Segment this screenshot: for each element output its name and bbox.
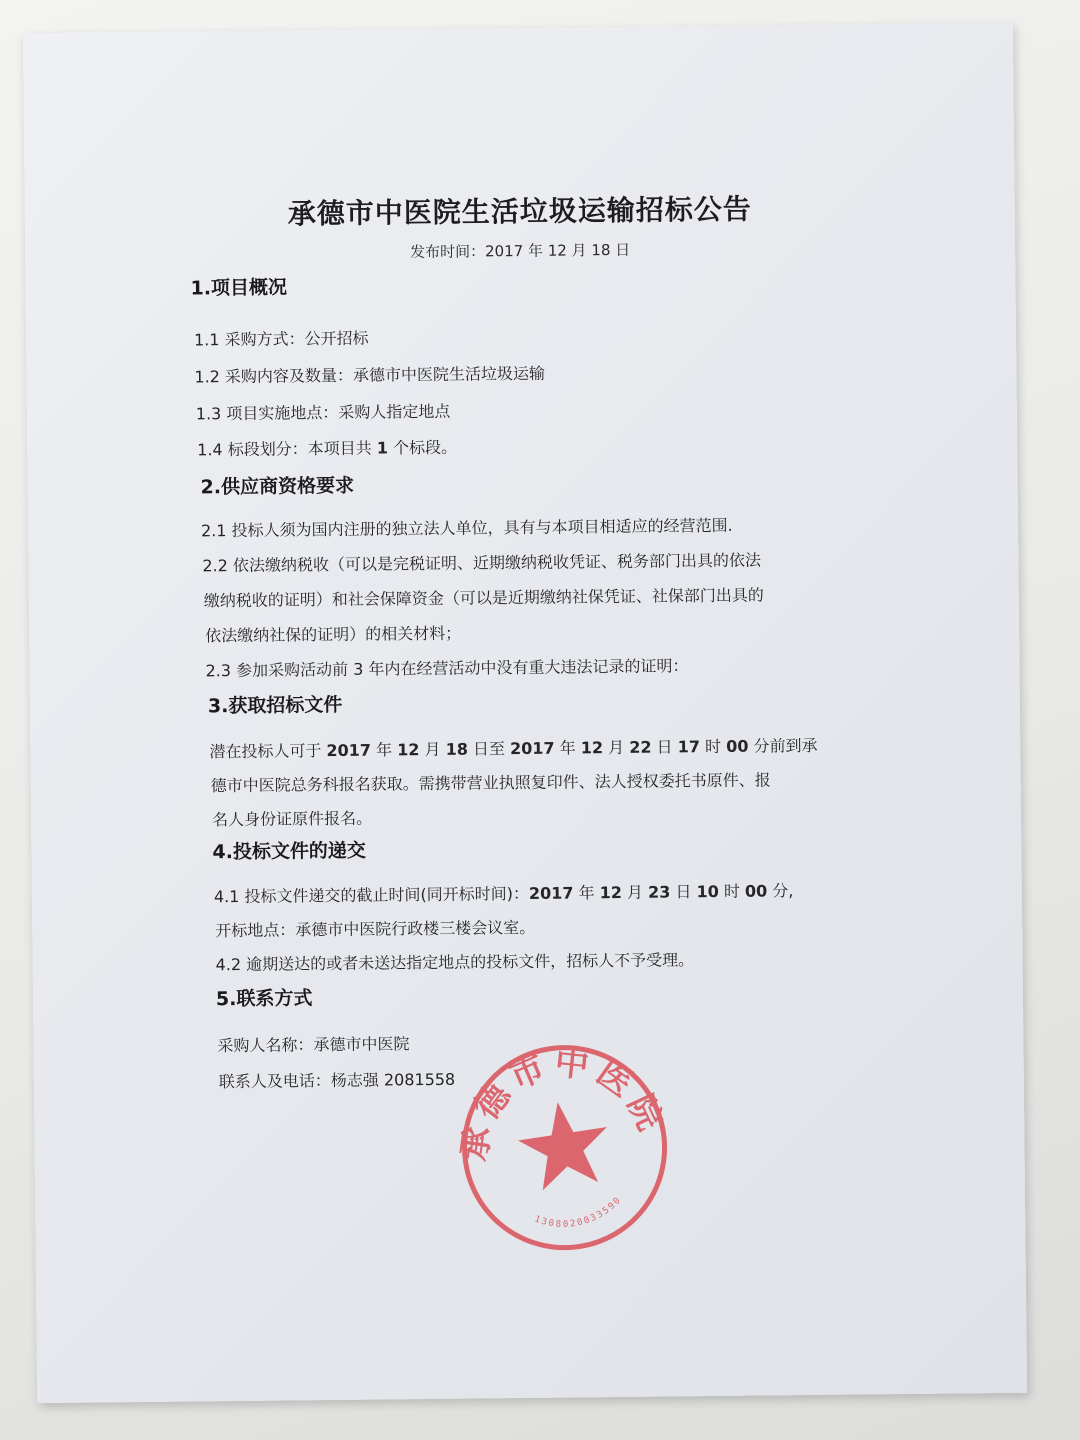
section-2-item-2-line-1: 2.2 依法缴纳税收（可以是完税证明、近期缴纳税收凭证、税务部门出具的依法 [202,550,762,576]
section-1-item-1: 1.1 采购方式：公开招标 [193,328,369,350]
publish-date: 发布时间：2017 年 12 月 18 日 [409,240,631,262]
contact-person-phone: 联系人及电话：杨志强 2081558 [218,1069,456,1092]
section-2-item-2-line-2: 缴纳税收的证明）和社会保障资金（可以是近期缴纳社保凭证、社保部门出具的 [203,585,764,611]
section-1-item-3: 1.3 项目实施地点：采购人指定地点 [195,401,451,424]
document-title: 承德市中医院生活垃圾运输招标公告 [287,192,752,231]
section-1-heading: 1.项目概况 [190,276,288,300]
svg-text:1308020033590: 1308020033590 [532,1194,625,1230]
section-4-bid-location: 开标地点：承德市中医院行政楼三楼会议室。 [215,917,536,941]
section-3-paragraph-line-2: 德市中医院总务科报名获取。需携带营业执照复印件、法人授权委托书原件、报 [210,770,771,796]
section-4-heading: 4.投标文件的递交 [212,839,367,864]
section-2-item-1: 2.1 投标人须为国内注册的独立法人单位，具有与本项目相适应的经营范围. [200,515,733,541]
section-1-item-2: 1.2 采购内容及数量：承德市中医院生活垃圾运输 [194,363,546,387]
section-1-item-4: 1.4 标段划分：本项目共 1 个标段。 [197,437,458,460]
section-5-heading: 5.联系方式 [215,987,313,1011]
section-4-item-2: 4.2 逾期送达的或者未送达指定地点的投标文件，招标人不予受理。 [215,950,695,975]
paper-sheet [23,23,1027,1403]
purchaser-name: 采购人名称：承德市中医院 [217,1034,410,1056]
official-seal-stamp [439,1022,689,1272]
section-3-paragraph-line-1: 潜在投标人可于 2017 年 12 月 18 日至 2017 年 12 月 22 日 17 时 00 分前到承 [209,735,818,762]
section-2-item-2-line-3: 依法缴纳社保的证明）的相关材料； [205,623,462,646]
section-3-paragraph-line-3: 名人身份证原件报名。 [212,808,373,830]
section-4-item-1: 4.1 投标文件递交的截止时间(同开标时间)：2017 年 12 月 23 日 10 时 00 分, [213,881,794,907]
section-2-heading: 2.供应商资格要求 [200,474,355,499]
svg-text:承德市中医院: 承德市中医院 [454,1042,673,1164]
section-2-item-3: 2.3 参加采购活动前 3 年内在经营活动中没有重大违法记录的证明： [205,656,689,681]
section-3-heading: 3.获取招标文件 [207,693,343,718]
